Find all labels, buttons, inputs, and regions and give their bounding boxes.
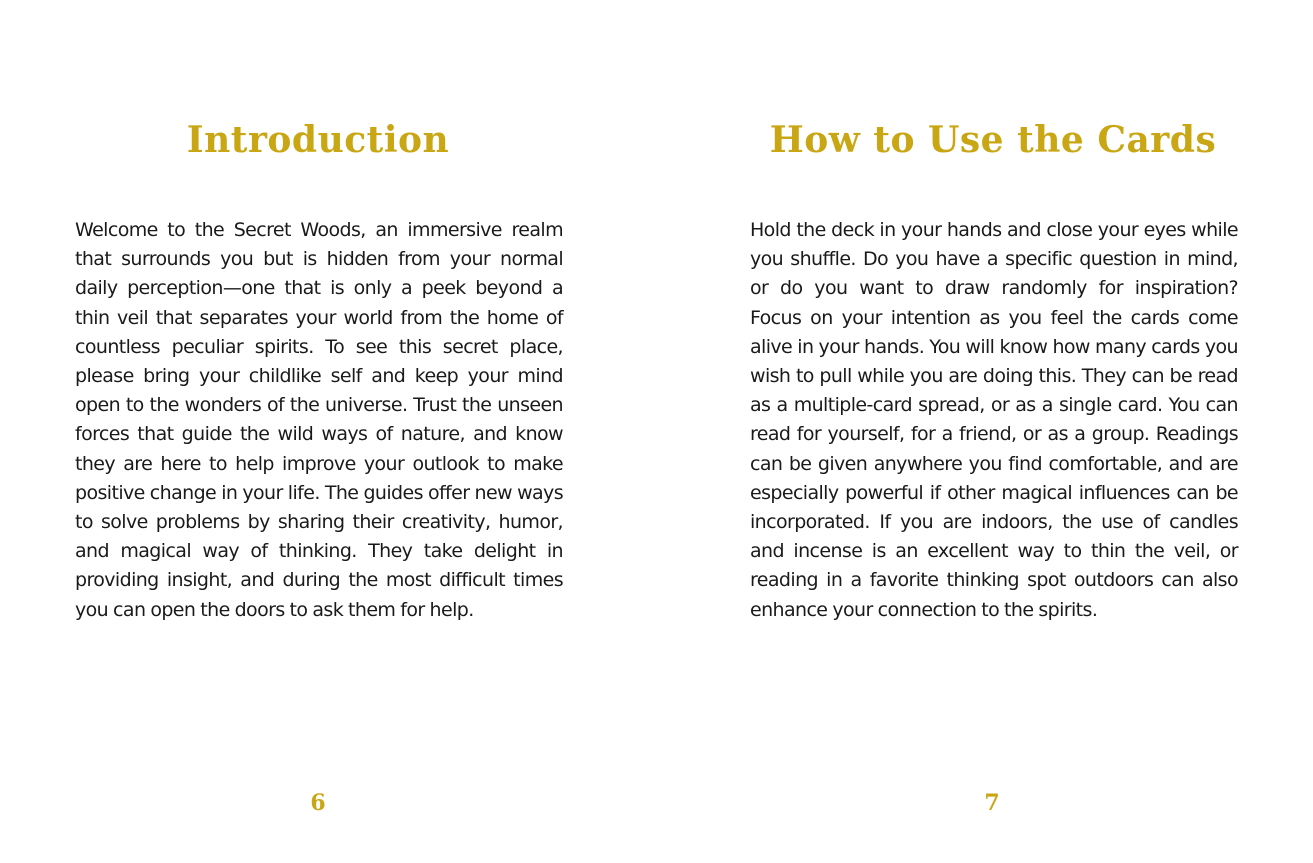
- body-paragraph: Welcome to the Secret Woods, an immersive realm that surrounds you but is hidden from your normal daily perception—one that is only a peek beyond a thin veil that separates your world from the home of countless peculiar spirits. To see this secret place, please bring your childlike self and keep your mind open to the wonders of the universe. Trust the unseen forces that guide the wild ways of nature, and know they are here to help improve your outlook to make positive change in your life. The guides offer new ways to solve problems by sharing their creativity, humor, and magical way of thinking. They take delight in providing insight, and during the most difficult times you can open the doors to ask them for help.: [75, 219, 563, 621]
- left-page: [0, 0, 650, 863]
- page-title: Introduction: [186, 119, 450, 161]
- page-title: How to Use the Cards: [769, 119, 1217, 161]
- page-number: 6: [310, 790, 326, 816]
- body-paragraph: Hold the deck in your hands and close your eyes while you shuffle. Do you have a specific question in mind, or do you want to draw randomly for inspiration? Focus on your intention as you feel the cards come alive in your hands. You will know how many cards you wish to pull while you are doing this. They can be read as a multiple-card spread, or as a single card. You can read for yourself, for a friend, or as a group. Readings can be given anywhere you find comfortable, and are especially powerful if other magical influences can be incorporated. If you are indoors, the use of candles and incense is an excellent way to thin the veil, or reading in a favorite thinking spot outdoors can also enhance your connection to the spirits.: [750, 219, 1238, 621]
- page-number: 7: [984, 790, 1000, 816]
- right-page: [663, 0, 1313, 863]
